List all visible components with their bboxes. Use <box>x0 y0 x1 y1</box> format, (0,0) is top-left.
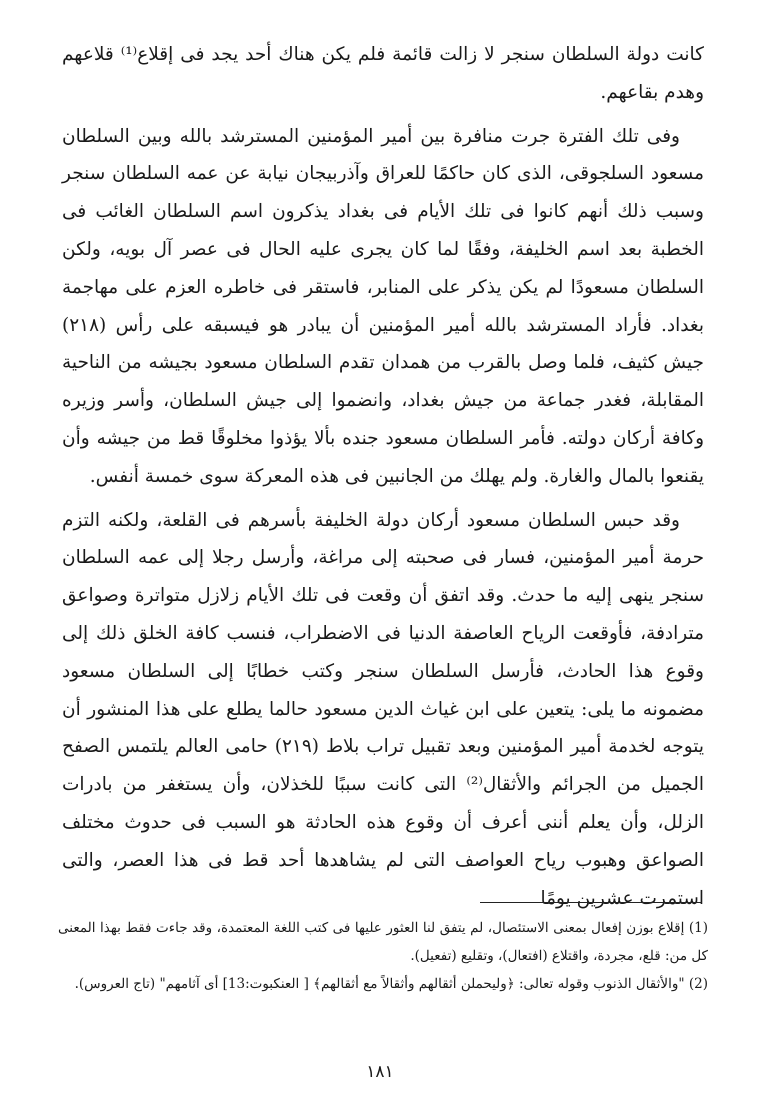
footnote-divider <box>480 902 702 903</box>
paragraph-3: وقد حبس السلطان مسعود أركان دولة الخليفة بأسرهم فى القلعة، ولكنه التزم حرمة أمير المؤمنين، فسار فى صحبته إلى مراغة، وأرسل رجلا إلى عمه السلطان سنجر ينهى إليه ما حدث. وقد اتفق أن وقعت فى تلك الأيام زلازل متواترة وصواعق مترادفة، فأوقعت الرياح العاصفة الدنيا فى الاضطراب، فنسب كافة الخلق ذلك إلى وقوع هذا الحادث، فأرسل السلطان سنجر وكتب خطابًا إلى السلطان مسعود مضمونه ما يلى: يتعين على ابن غياث الدين مسعود حالما يطلع على هذا المنشور أن يتوجه لخدمة أمير المؤمنين وبعد تقبيل تراب بلاط (٢١٩) حامى العالم يلتمس الصفح الجميل من الجرائم والأثقال⁽²⁾ التى كانت سببًا للخذلان، وأن يستغفر من بادرات الزلل، وأن يعلم أننى أعرف أن وقوع هذه الحادثة هو السبب فى حدوث مختلف الصواعق وهبوب رياح العواصف التى لم يشاهدها أحد قط فى هذا العصر، والتى استمرت عشرين يومًا <box>62 509 705 909</box>
paragraph-1: كانت دولة السلطان سنجر لا زالت قائمة فلم يكن هناك أحد يجد فى إقلاع⁽¹⁾ قلاعهم وهدم بقاعهم. <box>62 44 704 103</box>
footnotes <box>58 914 708 998</box>
page-number: ١٨١ <box>366 1062 394 1082</box>
footnote-2: (2) "والأثقال الذنوب وقوله تعالى: ﴿وليحملن أثقالهم وأثقالاً مع أثقالهم﴾ [ العنكبوت:13] أى آثامهم" (تاج العروس). <box>74 976 708 992</box>
main-text <box>62 36 704 923</box>
footnote-1: (1) إقلاع بوزن إفعال بمعنى الاستئصال، لم يتفق لنا العثور عليها فى كتب اللغة المعتمدة، وقد جاءت فقط بهذا المعنى كل من: قلع، مجردة، واقتلاع (افتعال)، وتقليع (تفعيل). <box>58 920 708 964</box>
paragraph-2: وفى تلك الفترة جرت منافرة بين أمير المؤمنين المسترشد بالله وبين السلطان مسعود السلجوقى، الذى كان حاكمًا للعراق وآذربيجان نيابة عن عمه السلطان سنجر وسبب ذلك أنهم كانوا فى تلك الأيام فى بغداد يذكرون اسم السلطان الغائب فى الخطبة بعد اسم الخليفة، وفقًا لما كان يجرى عليه الحال فى عصر آل بويه، ولكن السلطان مسعودًا لم يكن يذكر على المنابر، فاستقر فى خاطره العزم على مهاجمة بغداد. فأراد المسترشد بالله أمير المؤمنين أن يبادر هو فيسبقه على رأس (٢١٨) جيش كثيف، فلما وصل بالقرب من همدان تقدم السلطان مسعود بجيشه من الناحية المقابلة، فغدر جماعة من جيش بغداد، وانضموا إلى جيش السلطان، وأسر وزيره وكافة أركان دولته. فأمر السلطان مسعود جنده بألا يؤذوا مخلوقًا قط من جيشه وأن يقنعوا بالمال والغارة. ولم يهلك من الجانبين فى هذه المعركة سوى خمسة أنفس. <box>62 125 704 487</box>
